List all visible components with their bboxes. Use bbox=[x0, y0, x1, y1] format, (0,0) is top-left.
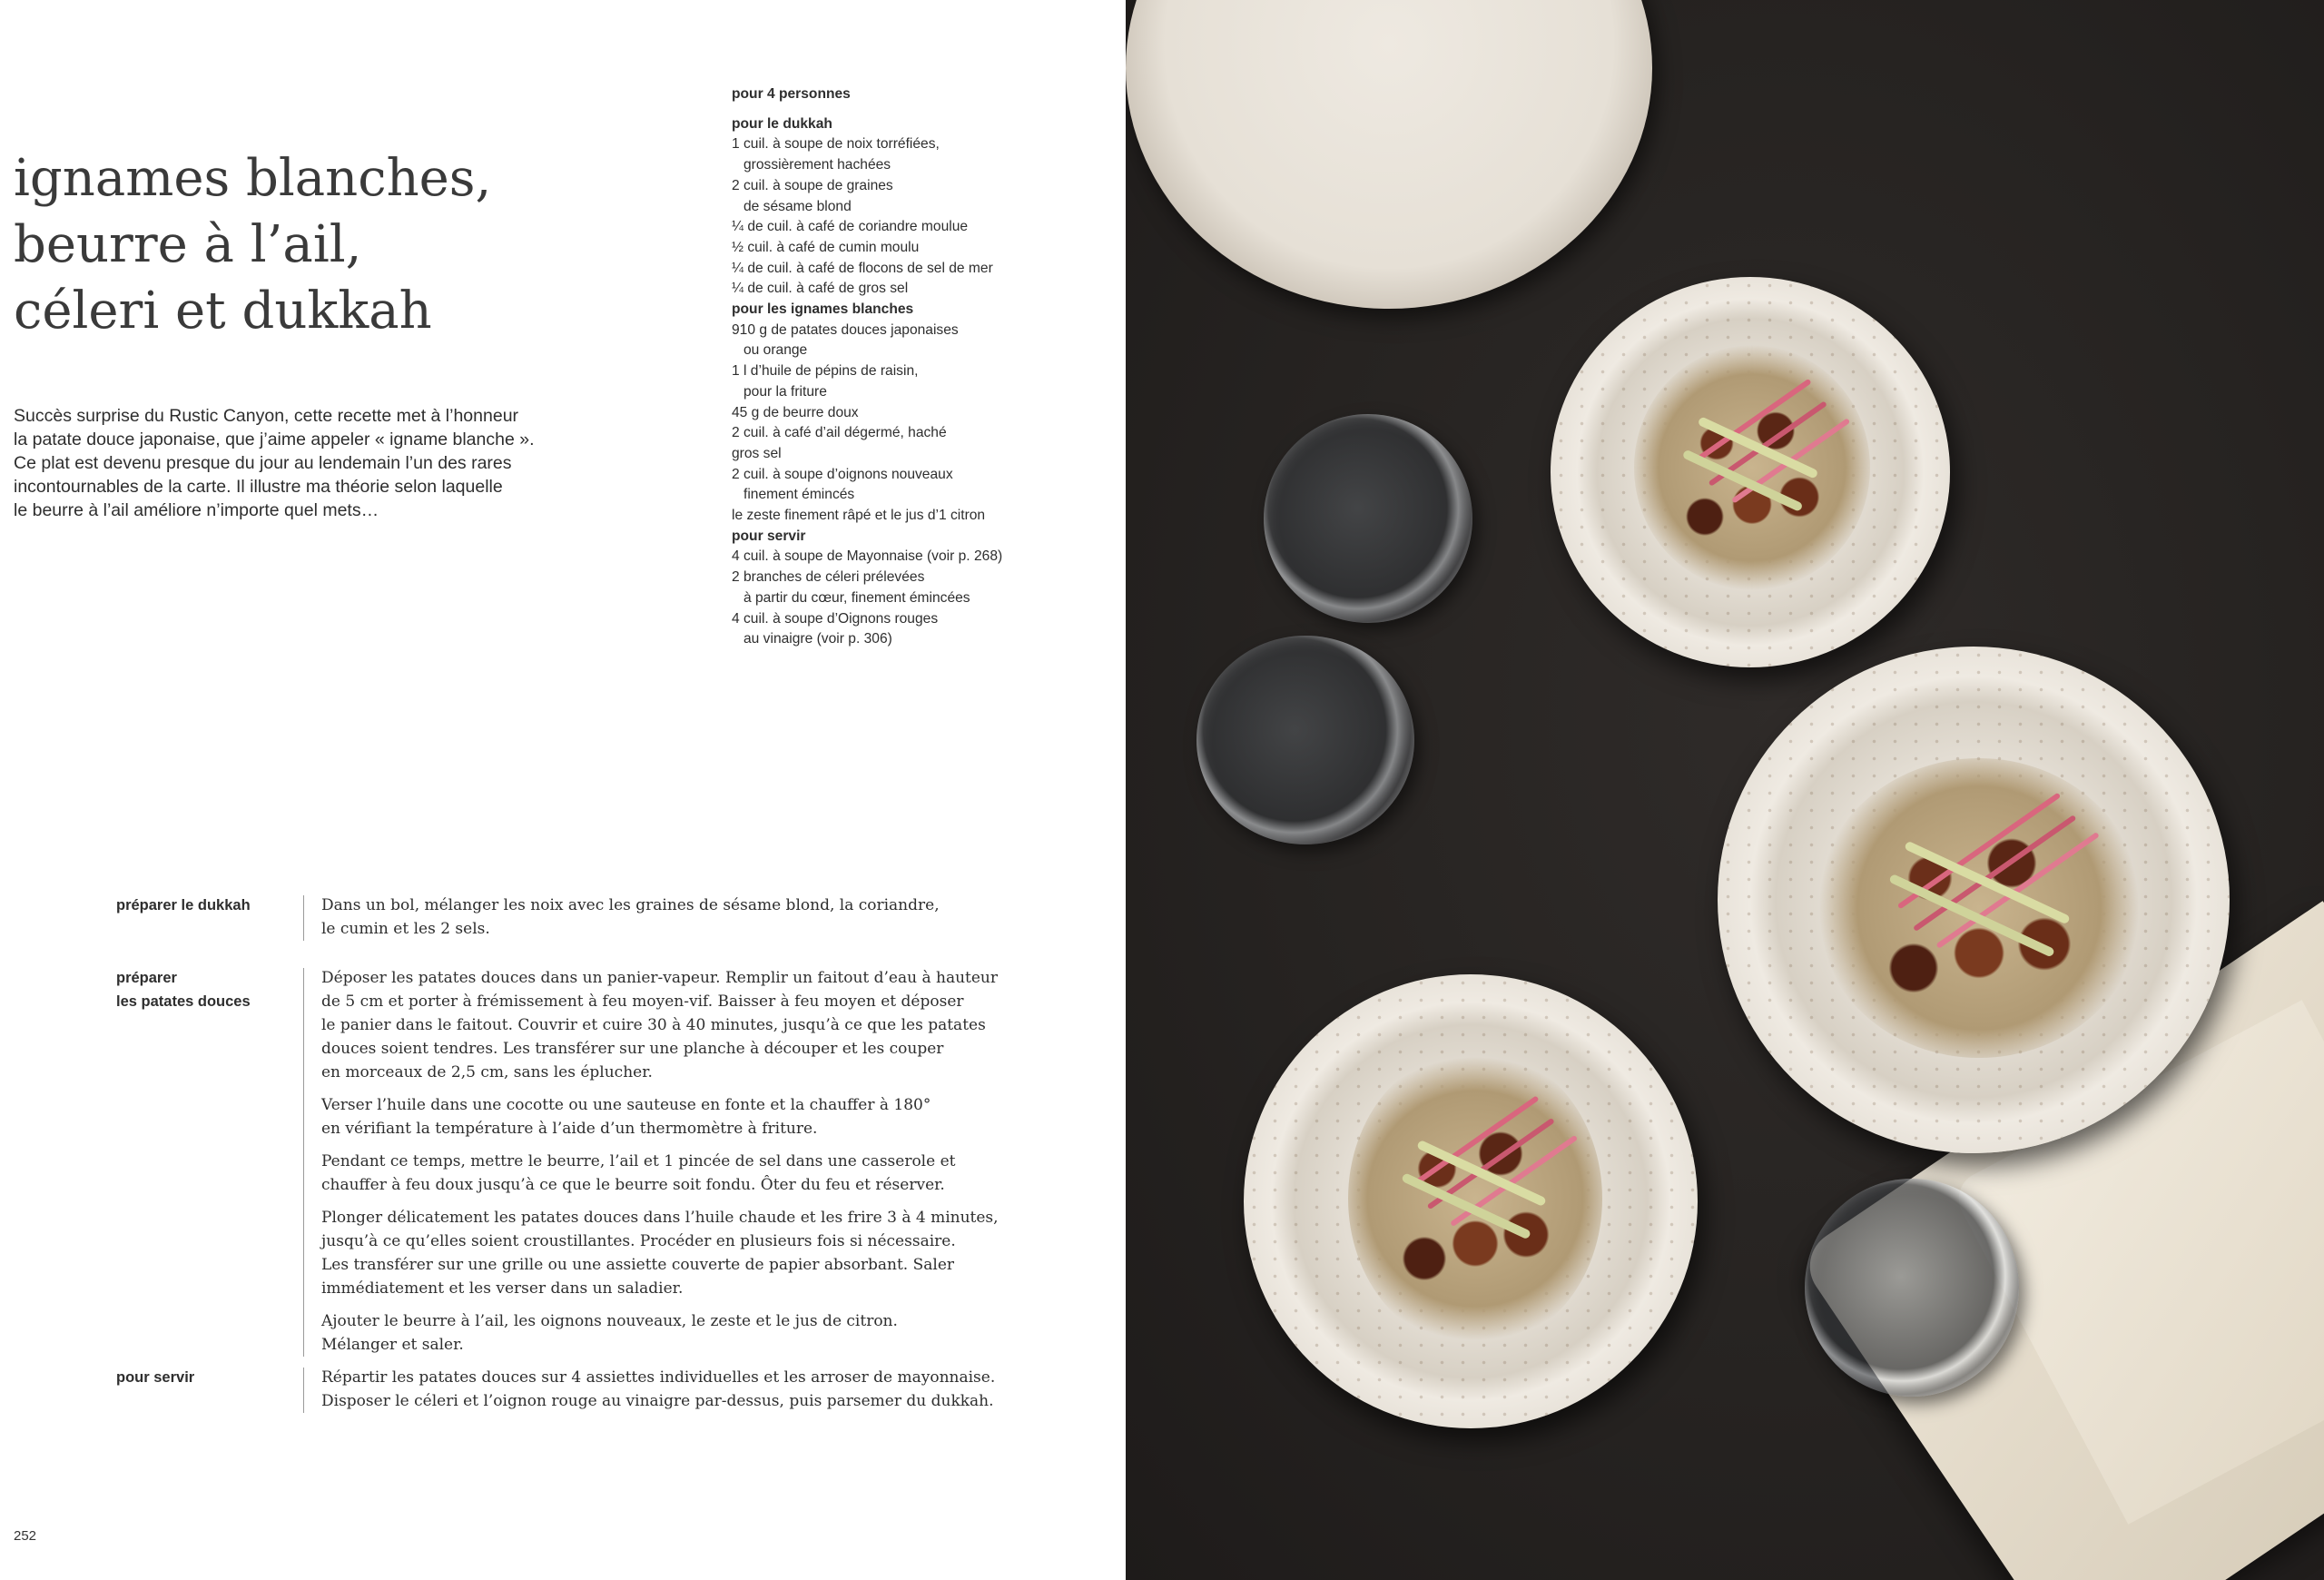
ingredient-line: pour la friture bbox=[743, 383, 827, 400]
step-divider bbox=[303, 968, 304, 1357]
ingredient-line: 1 cuil. à soupe de noix torréfiées, bbox=[732, 136, 940, 153]
step-line: Pendant ce temps, mettre le beurre, l’ail et 1 pincée de sel dans une casserole et bbox=[321, 1152, 956, 1170]
step-line: en morceaux de 2,5 cm, sans les éplucher. bbox=[321, 1063, 653, 1081]
step-line: Mélanger et saler. bbox=[321, 1336, 464, 1354]
title-line: céleri et dukkah bbox=[14, 281, 432, 341]
ingredient-line: à partir du cœur, finement émincées bbox=[743, 589, 970, 606]
step-line: jusqu’à ce qu’elles soient croustillantes. Procéder en plusieurs fois si nécessaire. bbox=[321, 1232, 956, 1250]
ingredient-line: finement émincés bbox=[743, 487, 855, 503]
yam-dish bbox=[1816, 758, 2142, 1058]
ingredient-line: 4 cuil. à soupe d’Oignons rouges bbox=[732, 610, 939, 627]
step-text-dukkah bbox=[321, 894, 1011, 941]
ingredients-heading-serve: pour servir bbox=[732, 528, 806, 544]
ingredient-line: 2 branches de céleri prélevées bbox=[732, 569, 925, 586]
step-paragraph bbox=[321, 1206, 1011, 1300]
step-line: le cumin et les 2 sels. bbox=[321, 920, 490, 938]
ingredient-line: ou orange bbox=[743, 342, 808, 359]
step-line: Disposer le céleri et l’oignon rouge au vinaigre par-dessus, puis parsemer du dukkah. bbox=[321, 1392, 994, 1410]
intro-line: Ce plat est devenu presque du jour au lendemain l’un des rares bbox=[14, 453, 512, 473]
ingredient-line: 45 g de beurre doux bbox=[732, 404, 859, 420]
step-text-yams bbox=[321, 966, 1011, 1366]
ingredient-line: 2 cuil. à café d’ail dégermé, haché bbox=[732, 425, 947, 441]
step-line: chauffer à feu doux jusqu’à ce que le beurre soit fondu. Ôter du feu et réserver. bbox=[321, 1176, 945, 1194]
left-page bbox=[0, 0, 1126, 1580]
water-glass bbox=[1264, 414, 1472, 623]
step-line: Plonger délicatement les patates douces dans l’huile chaude et les frire 3 à 4 minutes, bbox=[321, 1209, 999, 1227]
ingredient-line: ½ cuil. à café de cumin moulu bbox=[732, 239, 920, 255]
step-paragraph bbox=[321, 1150, 1011, 1197]
step-line: Ajouter le beurre à l’ail, les oignons nouveaux, le zeste et le jus de citron. bbox=[321, 1312, 898, 1330]
step-line: en vérifiant la température à l’aide d’un thermomètre à friture. bbox=[321, 1120, 818, 1138]
step-paragraph bbox=[321, 1309, 1011, 1357]
intro-line: Succès surprise du Rustic Canyon, cette recette met à l’honneur bbox=[14, 406, 519, 426]
recipe-photo bbox=[1126, 0, 2324, 1580]
ingredients-list bbox=[732, 84, 1086, 650]
ingredient-line: 2 cuil. à soupe d’oignons nouveaux bbox=[732, 466, 953, 482]
servings: pour 4 personnes bbox=[732, 86, 851, 102]
step-line: immédiatement et les verser dans un saladier. bbox=[321, 1279, 684, 1298]
ingredient-line: au vinaigre (voir p. 306) bbox=[743, 631, 892, 647]
recipe-intro bbox=[14, 404, 567, 522]
title-line: beurre à l’ail, bbox=[14, 215, 362, 274]
ingredient-line: de sésame blond bbox=[743, 198, 852, 214]
ingredients-heading-dukkah: pour le dukkah bbox=[732, 115, 832, 132]
water-glass bbox=[1196, 636, 1414, 844]
step-line: Répartir les patates douces sur 4 assiettes individuelles et les arroser de mayonnaise. bbox=[321, 1368, 996, 1387]
step-label-yams-1: préparer bbox=[116, 970, 177, 986]
stacked-plates bbox=[1126, 0, 1652, 309]
water-glass bbox=[1805, 1179, 2019, 1397]
step-paragraph bbox=[321, 966, 1011, 1084]
ingredient-line: grossièrement hachées bbox=[743, 157, 891, 173]
title-line: ignames blanches, bbox=[14, 149, 492, 208]
ingredients-heading-yams: pour les ignames blanches bbox=[732, 301, 914, 318]
ingredient-line: 1 l d’huile de pépins de raisin, bbox=[732, 363, 919, 380]
step-text-serve bbox=[321, 1366, 1011, 1413]
step-line: douces soient tendres. Les transférer sur une planche à découper et les couper bbox=[321, 1040, 944, 1058]
ingredient-line: 4 cuil. à soupe de Mayonnaise (voir p. 268) bbox=[732, 548, 1003, 565]
step-line: Déposer les patates douces dans un panier-vapeur. Remplir un faitout d’eau à hauteur bbox=[321, 969, 999, 987]
step-divider bbox=[303, 1368, 304, 1413]
intro-line: le beurre à l’ail améliore n’importe quel mets… bbox=[14, 500, 379, 520]
yam-dish bbox=[1348, 1049, 1602, 1348]
yam-dish bbox=[1634, 345, 1870, 590]
step-line: le panier dans le faitout. Couvrir et cuire 30 à 40 minutes, jusqu’à ce que les patates bbox=[321, 1016, 986, 1034]
step-label-yams-2: les patates douces bbox=[116, 993, 251, 1010]
step-line: Les transférer sur une grille ou une assiette couverte de papier absorbant. Saler bbox=[321, 1256, 954, 1274]
step-label-serve: pour servir bbox=[116, 1369, 195, 1386]
ingredient-line: 2 cuil. à soupe de graines bbox=[732, 177, 893, 193]
intro-line: la patate douce japonaise, que j’aime appeler « igname blanche ». bbox=[14, 430, 535, 449]
ingredient-line: 910 g de patates douces japonaises bbox=[732, 321, 959, 338]
recipe-title bbox=[14, 145, 576, 344]
step-paragraph bbox=[321, 1093, 1011, 1141]
step-line: Verser l’huile dans une cocotte ou une sauteuse en fonte et la chauffer à 180° bbox=[321, 1096, 931, 1114]
ingredient-line: ¼ de cuil. à café de flocons de sel de mer bbox=[732, 260, 993, 276]
ingredient-line: ¼ de cuil. à café de gros sel bbox=[732, 281, 909, 297]
step-divider bbox=[303, 895, 304, 941]
step-label-dukkah: préparer le dukkah bbox=[116, 897, 251, 913]
ingredient-line: le zeste finement râpé et le jus d’1 citron bbox=[732, 508, 986, 524]
ingredient-line: gros sel bbox=[732, 445, 782, 461]
intro-line: incontournables de la carte. Il illustre ma théorie selon laquelle bbox=[14, 477, 503, 497]
ingredient-line: ¼ de cuil. à café de coriandre moulue bbox=[732, 219, 969, 235]
page-number: 252 bbox=[14, 1528, 37, 1544]
step-line: de 5 cm et porter à frémissement à feu moyen-vif. Baisser à feu moyen et déposer bbox=[321, 992, 964, 1011]
step-line: Dans un bol, mélanger les noix avec les graines de sésame blond, la coriandre, bbox=[321, 896, 940, 914]
